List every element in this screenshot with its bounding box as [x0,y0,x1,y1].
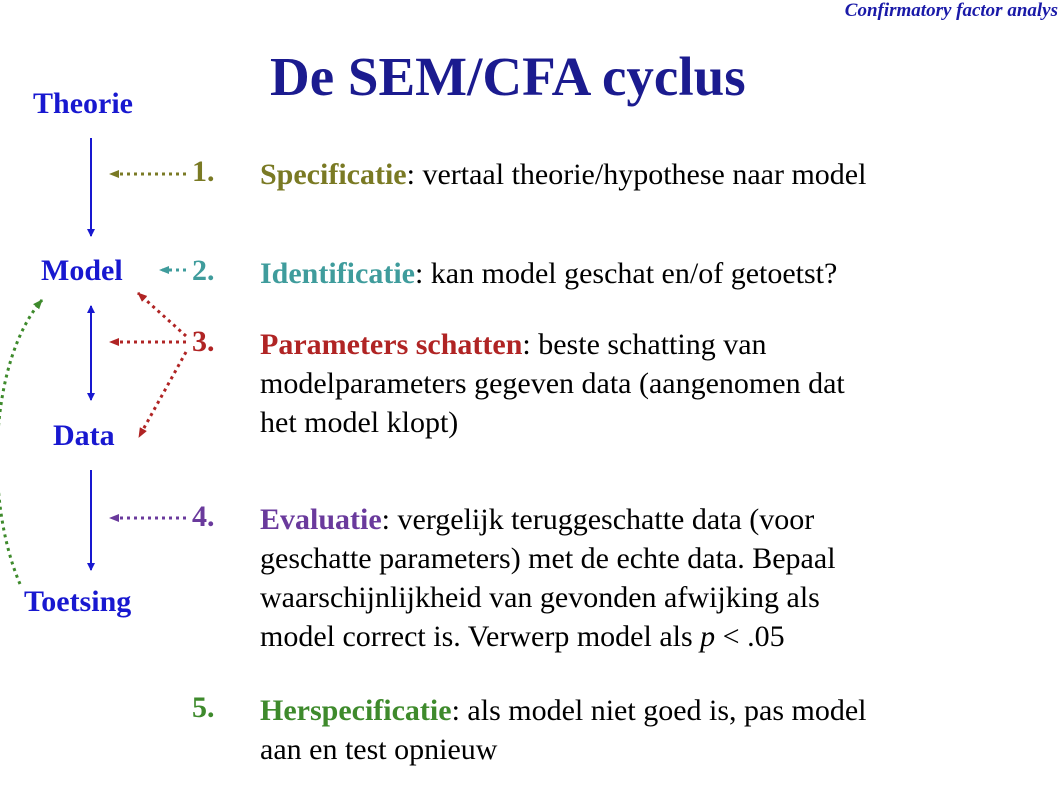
step-4-p-symbol: p [700,620,716,653]
header-subtitle: Confirmatory factor analys [844,0,1058,21]
step-2 [260,254,837,293]
feedback-loop-arrow [0,300,42,584]
step-number-4: 4. [192,500,215,533]
step-number-5: 5. [192,691,215,724]
step-number-1: 1. [192,155,215,188]
step-2-term: Identificatie [260,257,415,290]
step-5-line-2: aan en test opnieuw [260,733,498,766]
step-4-line-4: model correct is. Verwerp model als [260,620,693,653]
step-5-line-1: : als model niet goed is, pas model [451,694,867,727]
step-4-line-1: : vergelijk teruggeschatte data (voor [381,503,815,536]
step-1 [260,155,866,194]
step-number-3: 3. [192,325,215,358]
pointer-step3-to-model [138,293,186,336]
node-theorie: Theorie [33,87,133,120]
step-3-term: Parameters schatten [260,328,523,361]
step-number-2: 2. [192,254,215,287]
step-4-term: Evaluatie [260,503,382,536]
step-3-line-1: : beste schatting van [522,328,767,361]
step-5-term: Herspecificatie [260,694,452,727]
step-4-p-threshold: < .05 [715,620,785,653]
step-3 [260,325,845,442]
step-4-line-3: waarschijnlijkheid van gevonden afwijking als [260,581,820,614]
step-2-line-1: : kan model geschat en/of getoetst? [414,257,838,290]
step-3-line-2: modelparameters gegeven data (aangenomen dat [260,367,845,400]
step-4 [260,500,836,656]
page-title: De SEM/CFA cyclus [270,46,746,107]
step-4-line-2: geschatte parameters) met de echte data. Bepaal [260,542,836,575]
node-model: Model [41,254,123,287]
pointer-step3-to-data [139,352,186,437]
step-1-line-1: : vertaal theorie/hypothese naar model [406,158,867,191]
step-5 [260,691,867,769]
step-3-line-3: het model klopt) [260,406,459,439]
node-toetsing: Toetsing [24,585,132,618]
node-data: Data [53,419,115,452]
step-1-term: Specificatie [260,158,407,191]
